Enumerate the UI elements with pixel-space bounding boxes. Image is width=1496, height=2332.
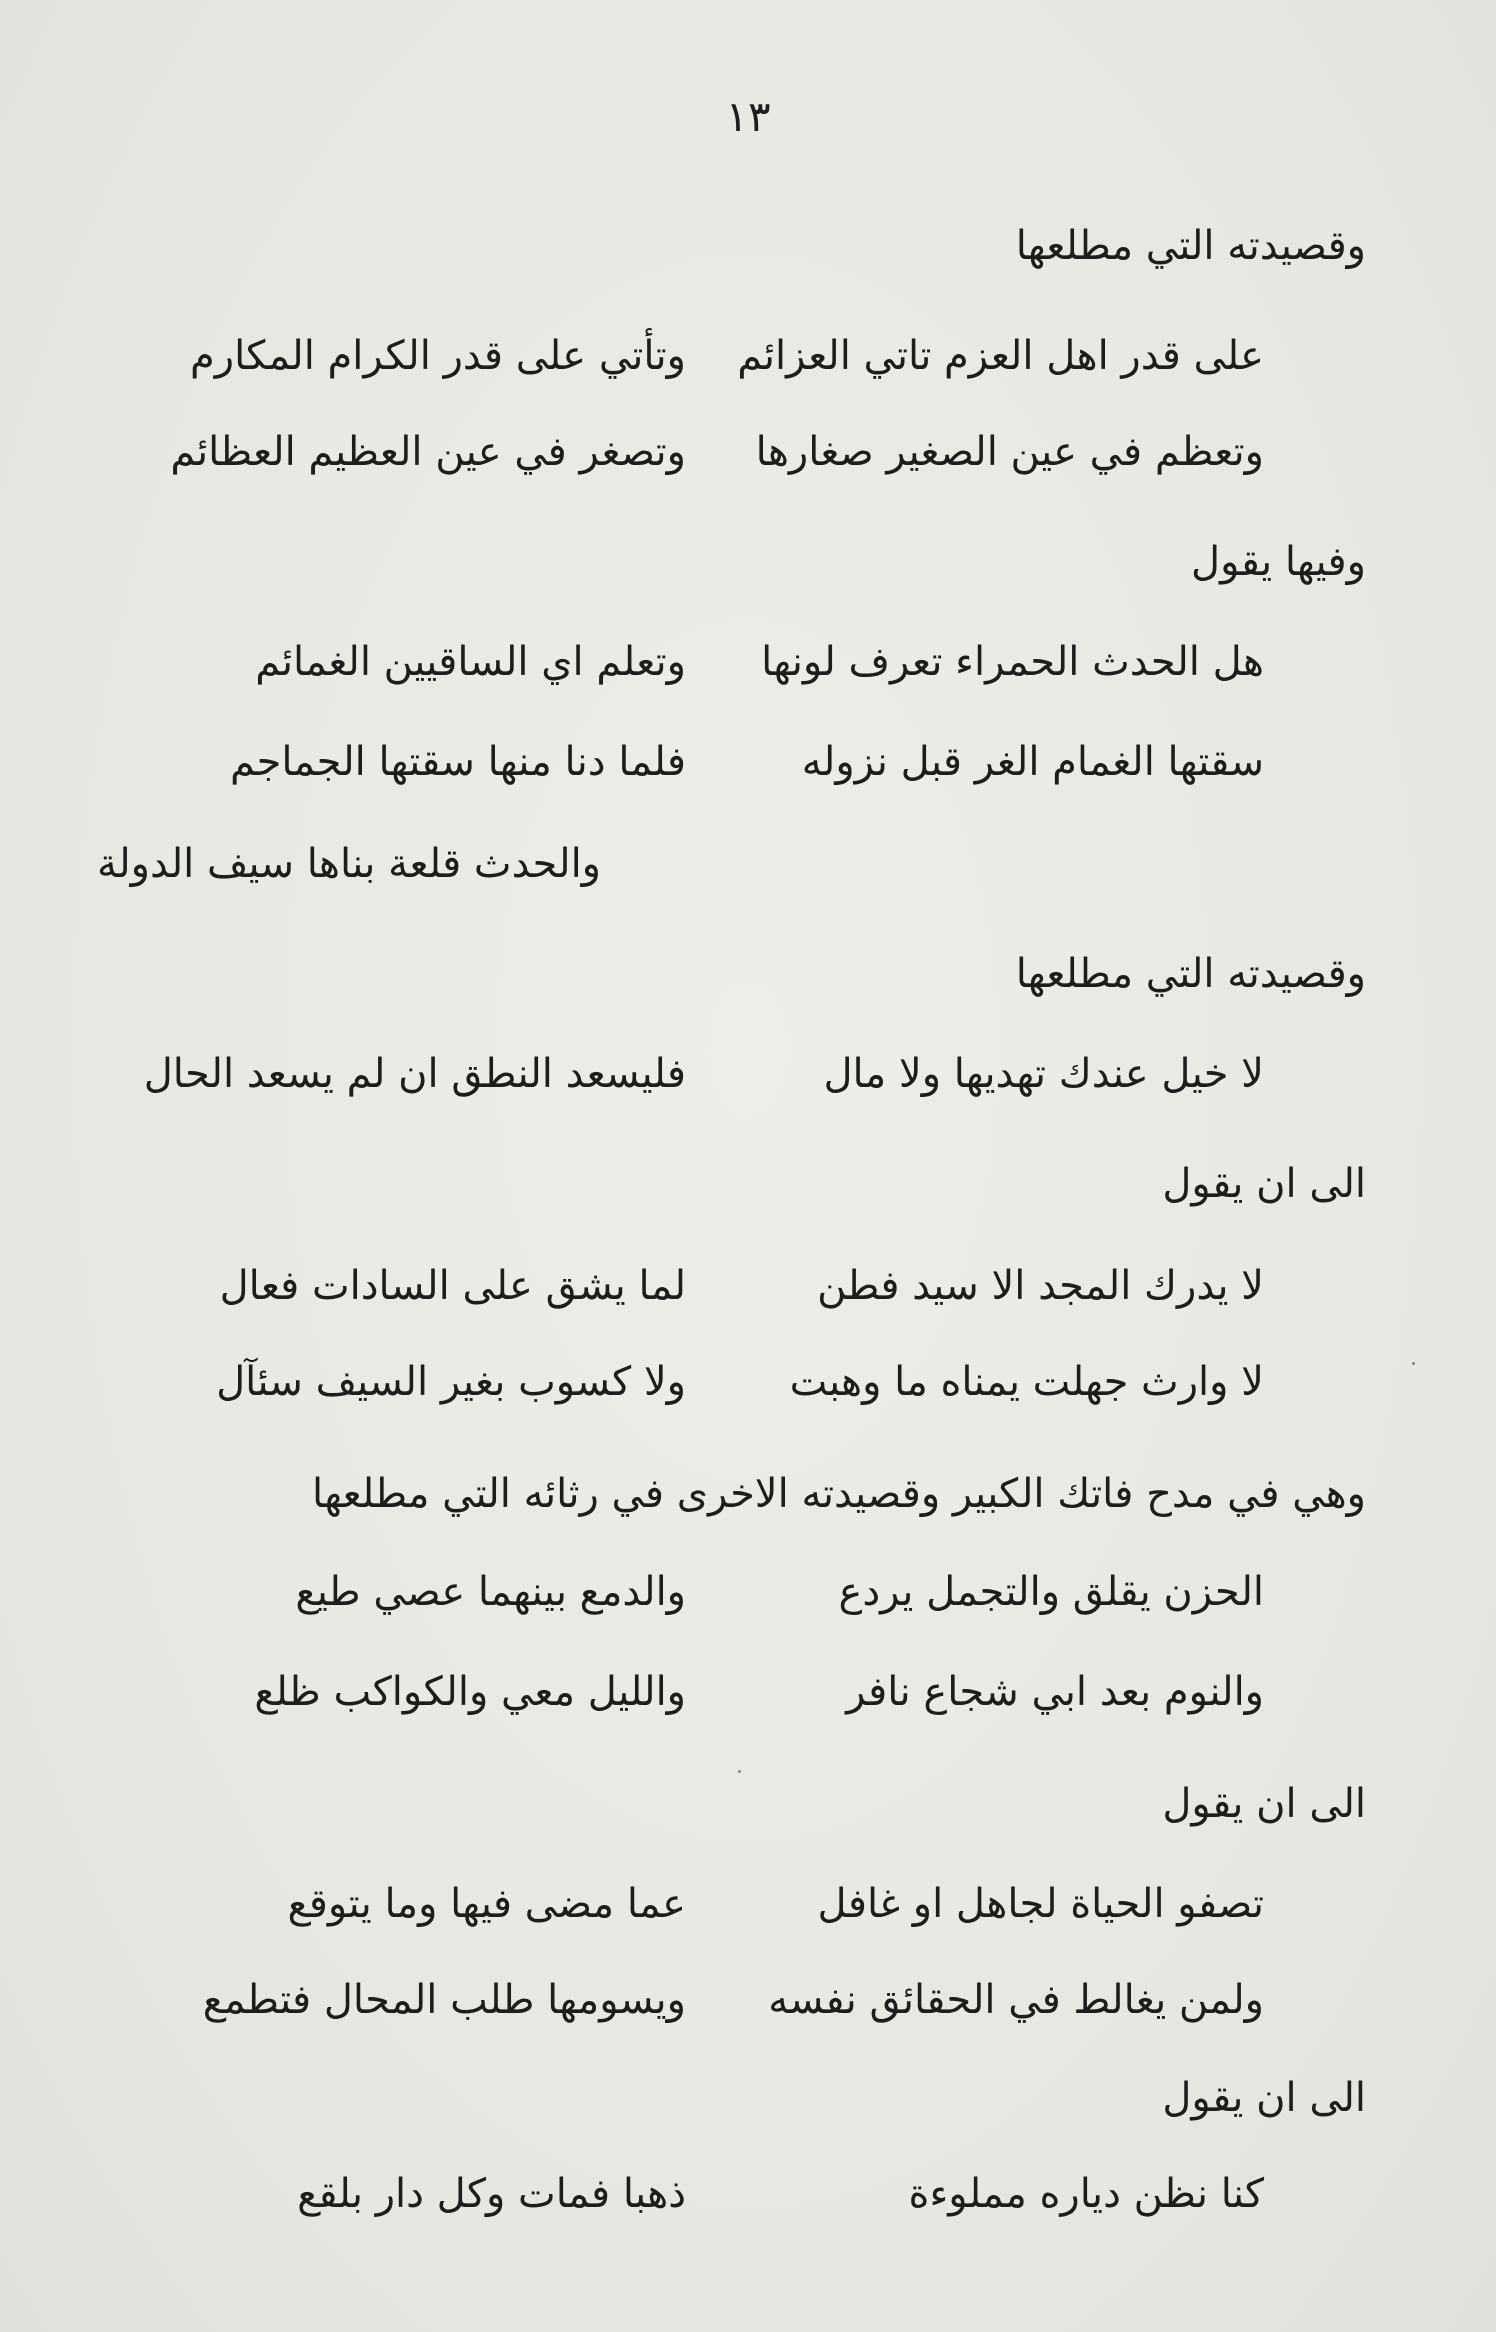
verse-5-second-hemistich: فليسعد النطق ان لم يسعد الحال xyxy=(143,1051,686,1097)
intro-line-7: الى ان يقول xyxy=(1162,2075,1366,2121)
verse-10-first-hemistich: تصفو الحياة لجاهل او غافل xyxy=(817,1881,1264,1927)
verse-8-first-hemistich: الحزن يقلق والتجمل يردع xyxy=(838,1569,1264,1615)
verse-12-second-hemistich: ذهبا فمات وكل دار بلقع xyxy=(297,2171,686,2217)
verse-4-second-hemistich: فلما دنا منها سقتها الجماجم xyxy=(229,739,686,785)
verse-10-second-hemistich: عما مضى فيها وما يتوقع xyxy=(287,1881,686,1927)
verse-6-first-hemistich: لا يدرك المجد الا سيد فطن xyxy=(817,1263,1264,1309)
verse-4-first-hemistich: سقتها الغمام الغر قبل نزوله xyxy=(801,739,1264,785)
verse-8-second-hemistich: والدمع بينهما عصي طيع xyxy=(295,1569,686,1615)
verse-1-first-hemistich: على قدر اهل العزم تاتي العزائم xyxy=(737,333,1264,379)
verse-2-first-hemistich: وتعظم في عين الصغير صغارها xyxy=(755,429,1264,475)
verse-5-first-hemistich: لا خيل عندك تهديها ولا مال xyxy=(823,1051,1264,1097)
verse-6-second-hemistich: لما يشق على السادات فعال xyxy=(219,1263,686,1309)
intro-line-1: وقصيدته التي مطلعها xyxy=(1015,223,1366,269)
intro-line-5: وهي في مدح فاتك الكبير وقصيدته الاخرى في رثائه التي مطلعها xyxy=(312,1471,1366,1517)
verse-3-first-hemistich: هل الحدث الحمراء تعرف لونها xyxy=(761,639,1264,685)
verse-12-first-hemistich: كنا نظن دياره مملوءة xyxy=(908,2171,1264,2217)
intro-line-3: وقصيدته التي مطلعها xyxy=(1015,951,1366,997)
verse-2-second-hemistich: وتصغر في عين العظيم العظائم xyxy=(170,429,686,475)
verse-7-first-hemistich: لا وارث جهلت يمناه ما وهبت xyxy=(789,1359,1264,1405)
intro-line-6: الى ان يقول xyxy=(1162,1781,1366,1827)
verse-9-second-hemistich: والليل معي والكواكب ظلع xyxy=(254,1669,686,1715)
intro-line-2: وفيها يقول xyxy=(1191,539,1366,585)
verse-9-first-hemistich: والنوم بعد ابي شجاع نافر xyxy=(846,1669,1264,1715)
verse-7-second-hemistich: ولا كسوب بغير السيف سئآل xyxy=(216,1359,686,1405)
verse-11-first-hemistich: ولمن يغالط في الحقائق نفسه xyxy=(768,1977,1264,2023)
page-number: ١٣ xyxy=(725,92,771,141)
verse-3-second-hemistich: وتعلم اي الساقيين الغمائم xyxy=(255,639,686,685)
paper-speck xyxy=(738,1770,741,1773)
verse-11-second-hemistich: ويسومها طلب المحال فتطمع xyxy=(202,1977,686,2023)
intro-line-4: الى ان يقول xyxy=(1162,1161,1366,1207)
paper-speck xyxy=(1412,1362,1415,1365)
verse-1-second-hemistich: وتأتي على قدر الكرام المكارم xyxy=(190,333,686,379)
note-line: والحدث قلعة بناها سيف الدولة xyxy=(97,841,601,887)
